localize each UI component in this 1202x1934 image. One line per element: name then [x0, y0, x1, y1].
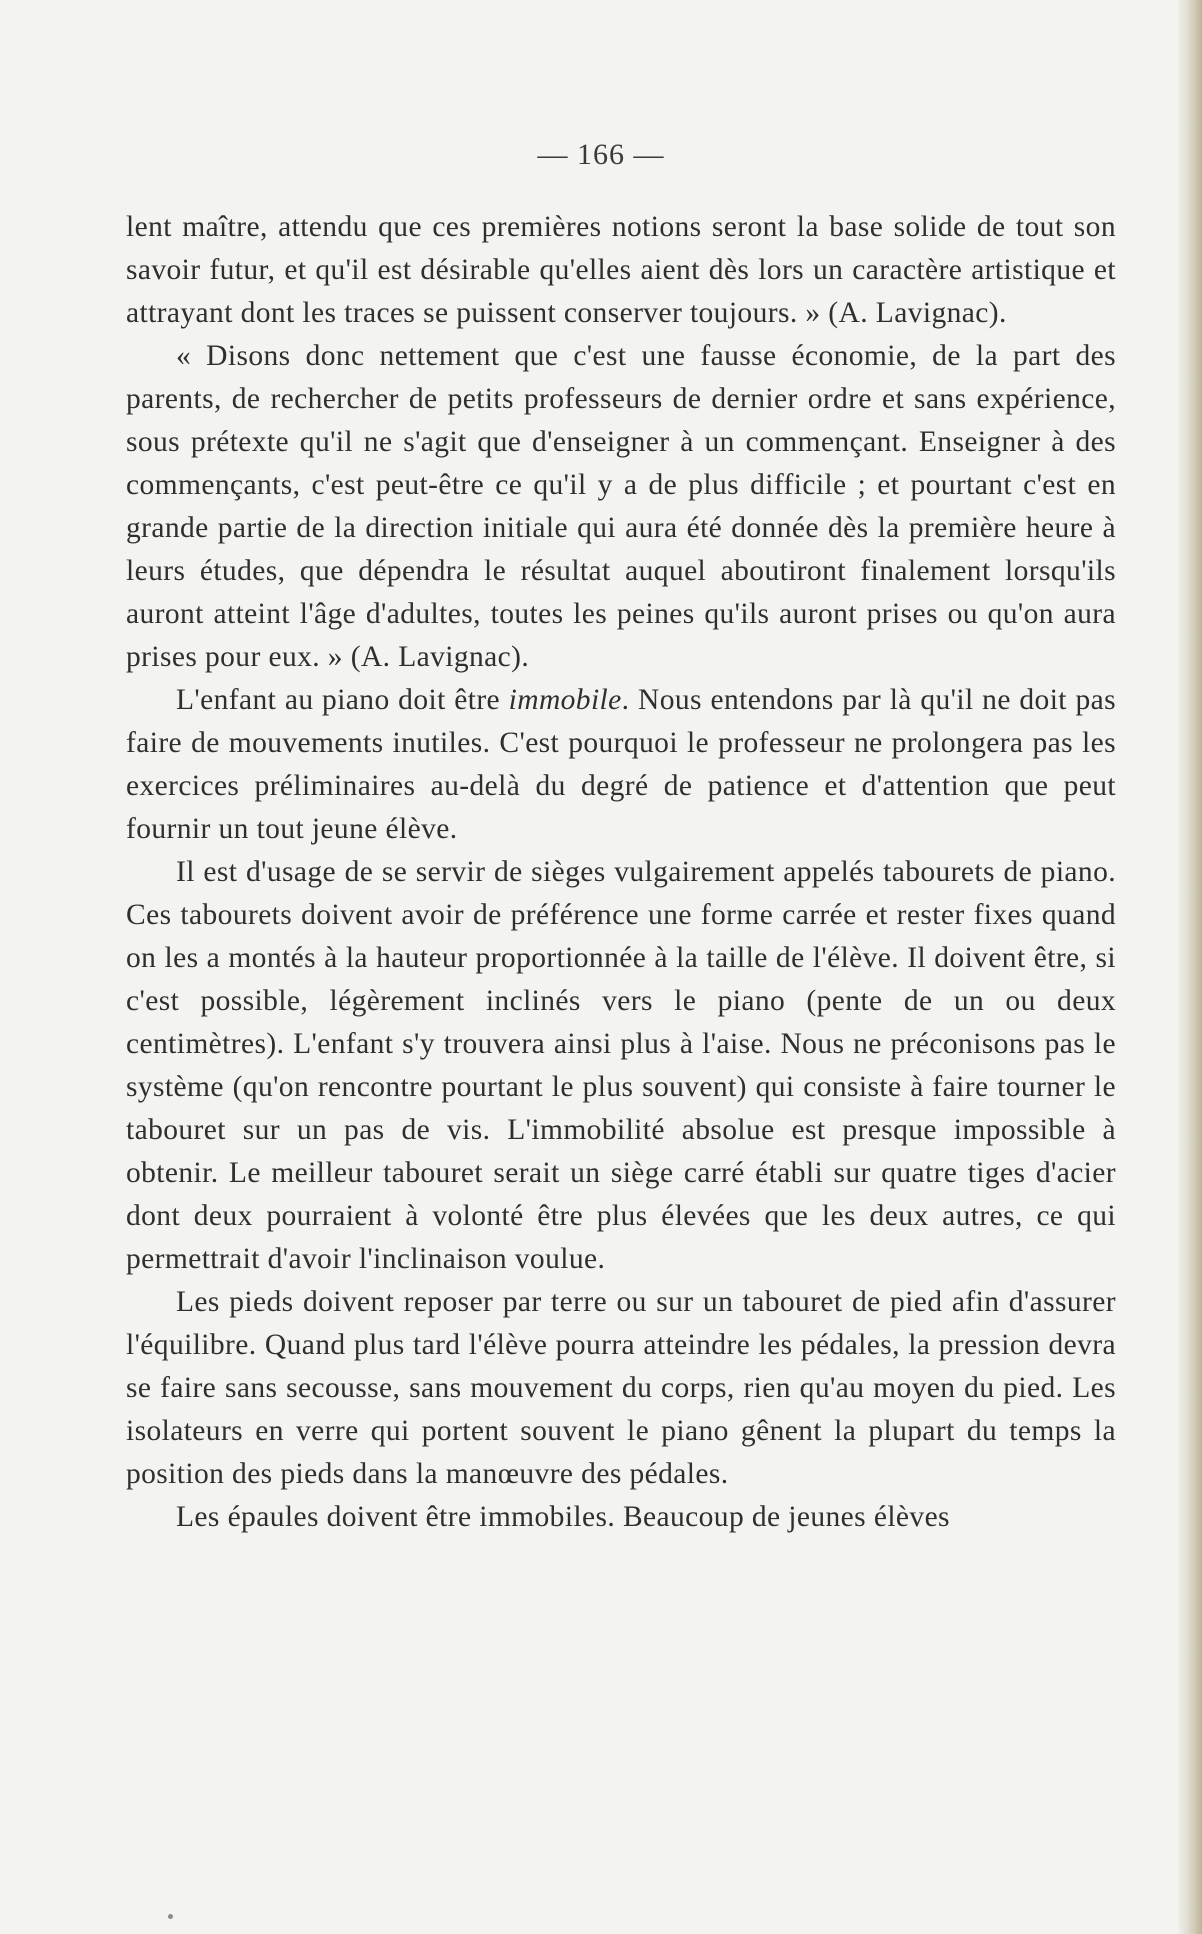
ink-speck — [168, 1914, 173, 1919]
paragraph-5: Les pieds doivent reposer par terre ou sur un tabouret de pied afin d'assurer l'équilibre. Quand plus tard l'élève pourra atteindre les pédales, la pression devra se faire sans secousse, sans mouvement du corps, rien qu'au moyen du pied. Les isolateurs en verre qui portent souvent le piano gênent la plupart du temps la position des pieds dans la manœuvre des pédales. — [126, 1286, 1116, 1490]
body-text — [126, 206, 1116, 1539]
paragraph-2: « Disons donc nettement que c'est une fausse économie, de la part des parents, de rechercher de petits professeurs de dernier ordre et sans expérience, sous prétexte qu'il ne s'agit que d'enseigner à un commençant. Enseigner à des commençants, c'est peut-être ce qu'il y a de plus difficile ; et pourtant c'est en grande partie de la direction initiale qui aura été donnée dès la première heure à leurs études, que dépendra le résultat auquel aboutiront finalement lorsqu'ils auront atteint l'âge d'adultes, toutes les peines qu'ils auront prises ou qu'on aura prises pour eux. » (A. Lavignac). — [126, 340, 1116, 673]
paragraph-4: Il est d'usage de se servir de sièges vulgairement appelés tabourets de piano. Ces tabourets doivent avoir de préférence une forme carrée et rester fixes quand on les a montés à la hauteur proportionnée à la taille de l'élève. Il doivent être, si c'est possible, légèrement inclinés vers le piano (pente de un ou deux centimètres). L'enfant s'y trouvera ainsi plus à l'aise. Nous ne préconisons pas le système (qu'on rencontre pourtant le plus souvent) qui consiste à faire tourner le tabouret sur un pas de vis. L'immobilité absolue est presque impossible à obtenir. Le meilleur tabouret serait un siège carré établi sur quatre tiges d'acier dont deux pourraient à volonté être plus élevées que les deux autres, ce qui permettrait d'avoir l'inclinaison voulue. — [126, 856, 1116, 1275]
page-number: — 166 — — [537, 138, 665, 171]
page-edge-shadow — [1178, 0, 1202, 1934]
paragraph-1: lent maître, attendu que ces premières notions seront la base solide de tout son savoir futur, et qu'il est désirable qu'elles aient dès lors un caractère artistique et attrayant dont les traces se puissent conserver toujours. » (A. Lavignac). — [126, 211, 1116, 329]
paragraph-3-start: L'enfant au piano doit être — [176, 684, 509, 716]
paragraph-3-end: . Nous entendons par là qu'il ne doit pas faire de mouvements inutiles. C'est pourquoi le professeur ne prolongera pas les exercices préliminaires au-delà du degré de patience et d'attention que peut fournir un tout jeune élève. — [126, 684, 1116, 845]
paragraph-3 — [126, 679, 1116, 851]
paragraph-6: Les épaules doivent être immobiles. Beaucoup de jeunes élèves — [176, 1501, 950, 1533]
italic-word: immobile — [508, 684, 622, 716]
